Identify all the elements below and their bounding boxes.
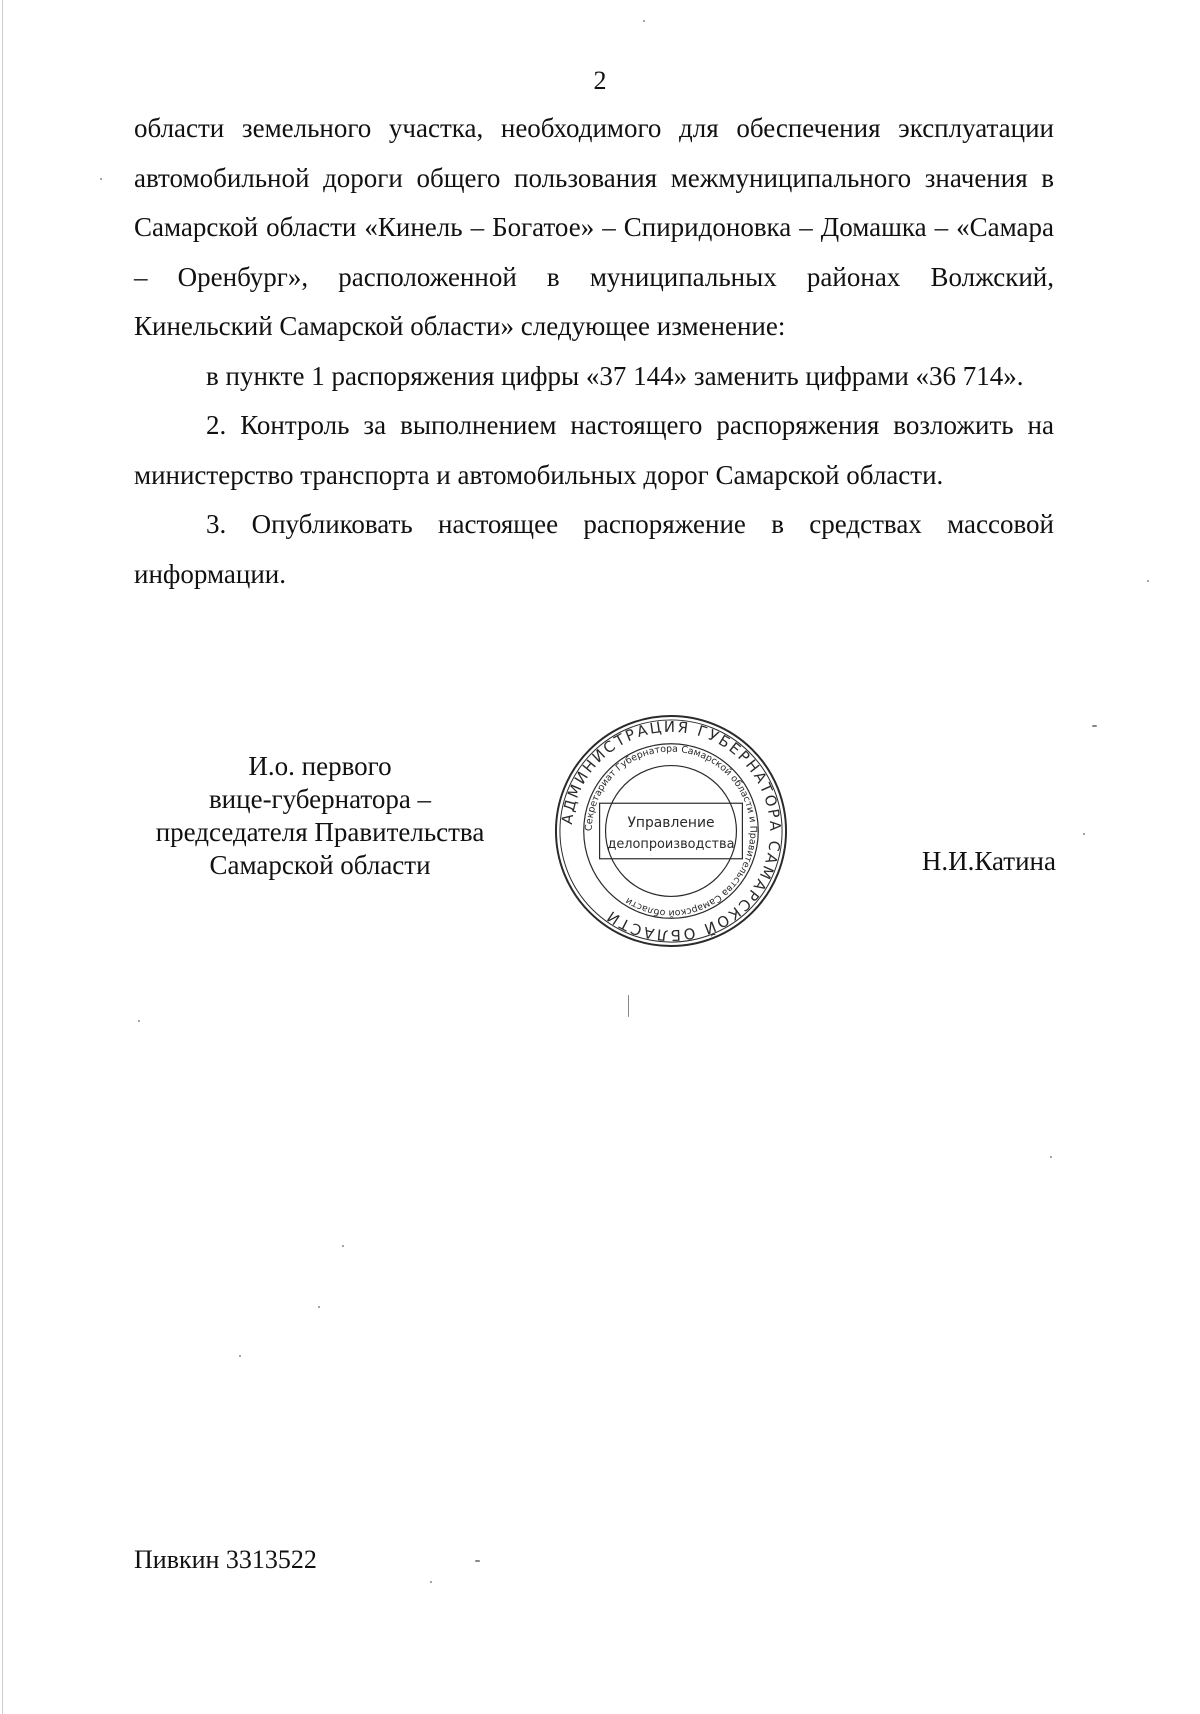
scan-speck [628,995,629,1017]
signatory-name: Н.И.Катина [921,846,1056,876]
paragraph-continuation: области земельного участка, необходимого для обеспечения эксплуатации автомобильной дороги общего пользования межмуниципального значения в Самарской области «Кинель – Богатое» – Спиридоновка – Домашка – «Самара – Оренбург», расположенной в муниципальных районах Волжский, Кинельский Самарской области» следующее изменение: [134,113,1054,341]
scan-speck [342,1245,344,1247]
paragraph-item-3: 3. Опубликовать настоящее распоряжение в средствах массовой информации. [134,509,1054,589]
page-number: 2 [593,66,607,95]
paragraph-amendment: в пункте 1 распоряжения цифры «37 144» заменить цифрами «36 714». [206,360,1024,391]
scan-speck [1050,1156,1052,1158]
scan-speck [643,20,645,22]
signatory-title-line: И.о. первого [248,751,392,781]
scan-speck [430,1581,432,1583]
official-seal-stamp [552,712,790,950]
scan-speck [475,1560,480,1562]
signatory-title-line: председателя Правительства [155,817,485,847]
scan-speck [1083,833,1085,835]
scan-speck [1147,580,1149,582]
document-body [134,104,1054,599]
scan-speck [138,1020,140,1022]
signatory-title [140,750,500,882]
seal-center-line-2: делопроизводства [607,836,735,852]
seal-outer-text: АДМИНИСТРАЦИЯ ГУБЕРНАТОРА САМАРСКОЙ ОБЛАСТИ [557,717,785,945]
signatory-title-line: Самарской области [209,850,431,880]
scan-speck [318,1306,320,1308]
scan-speck [1092,725,1097,727]
paragraph-item-2: 2. Контроль за выполнением настоящего распоряжения возложить на министерство транспорта и автомобильных дорог Самарской области. [134,410,1054,490]
scan-speck [239,1355,241,1357]
executor-note: Пивкин 3313522 [134,1545,317,1574]
scan-edge-line [2,0,3,1714]
scan-speck [100,178,102,180]
signatory-title-line: вице-губернатора – [208,784,432,814]
seal-center-line-1: Управление [627,815,715,832]
seal-inner-text: Секретариат Губернатора Самарской области и Правительства Самарской области [583,743,759,919]
